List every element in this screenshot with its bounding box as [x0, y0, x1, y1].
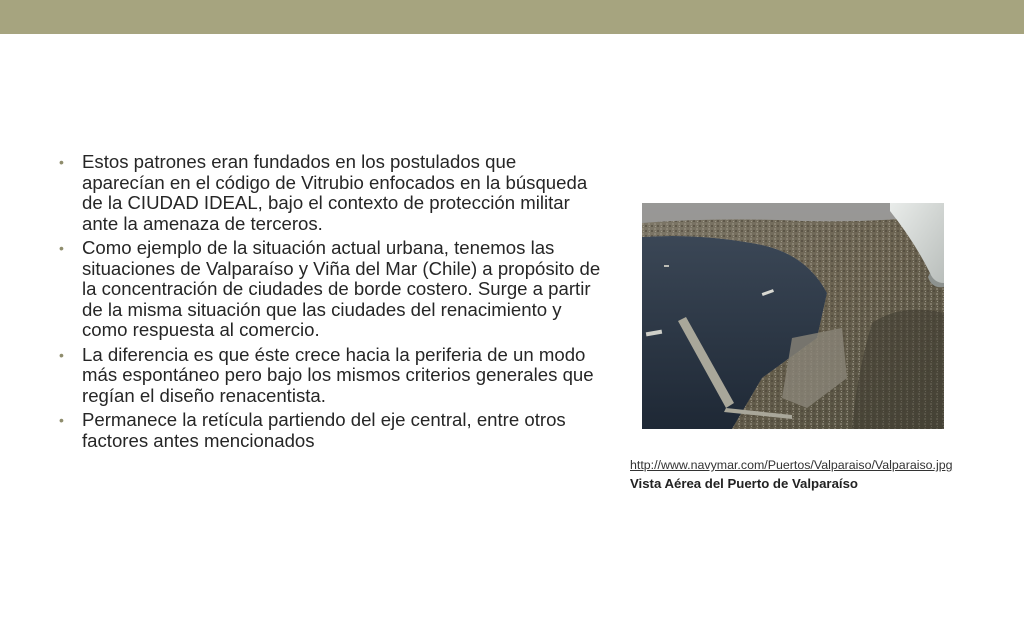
image-caption: Vista Aérea del Puerto de Valparaíso	[630, 476, 858, 491]
bullet-item	[58, 152, 603, 234]
aerial-port-photo	[642, 203, 944, 429]
bullet-marker: •	[59, 154, 64, 170]
bullet-item	[58, 238, 603, 341]
bullet-text: Permanece la retícula partiendo del eje central, entre otros factores antes mencionados	[82, 409, 566, 451]
bullet-list	[58, 152, 603, 455]
bullet-item	[58, 345, 603, 407]
bullet-text: La diferencia es que éste crece hacia la periferia de un modo más espontáneo pero bajo los mismos criterios generales que regían el diseño renacentista.	[82, 343, 594, 406]
top-accent-band	[0, 0, 1024, 34]
bullet-marker: •	[59, 346, 64, 363]
bullet-text: Como ejemplo de la situación actual urbana, tenemos las situaciones de Valparaíso y Viña del Mar (Chile) a propósito de la concentración de ciudades de borde costero. Surge a partir de la misma situación que las ciudades del renacimiento y como respuesta al comercio.	[82, 237, 601, 340]
image-source-link[interactable]: http://www.navymar.com/Puertos/Valparaiso/Valparaiso.jpg	[630, 458, 953, 472]
bullet-text: Estos patrones eran fundados en los postulados que aparecían en el código de Vitrubio enfocados en la búsqueda de la CIUDAD IDEAL, bajo el contexto de protección militar ante la amenaza de terceros.	[82, 151, 588, 234]
bullet-marker: •	[59, 240, 64, 256]
bullet-item	[58, 410, 603, 451]
bullet-marker: •	[59, 412, 64, 428]
